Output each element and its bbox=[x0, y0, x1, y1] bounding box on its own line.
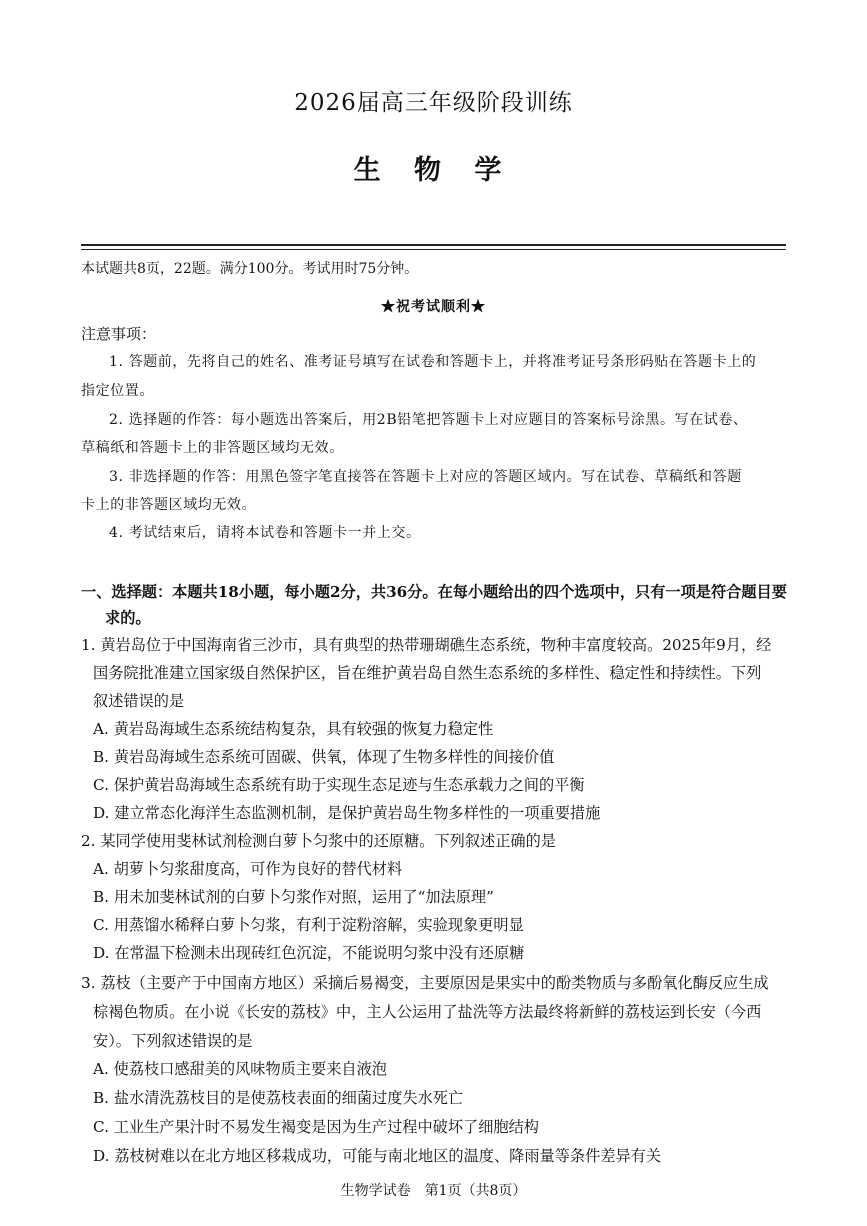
notice-item-2-line2: 草稿纸和答题卡上的非答题区域均无效。 bbox=[81, 440, 344, 456]
question-3-option-c: C. 工业生产果汁时不易发生褐变是因为生产过程中破坏了细胞结构 bbox=[93, 1118, 539, 1136]
page-footer: 生物学试卷 第1页（共8页） bbox=[340, 1183, 527, 1199]
question-1-option-a: A. 黄岩岛海域生态系统结构复杂，具有较强的恢复力稳定性 bbox=[93, 720, 494, 738]
question-2-option-d: D. 在常温下检测未出现砖红色沉淀，不能说明匀浆中没有还原糖 bbox=[93, 944, 525, 962]
notice-item-3-line2: 卡上的非答题区域均无效。 bbox=[81, 497, 257, 513]
section-heading-line1: 一、选择题：本题共18小题，每小题2分，共36分。在每小题给出的四个选项中，只有一项是符合题目要 bbox=[81, 583, 787, 601]
exam-info: 本试题共8页，22题。满分100分。考试用时75分钟。 bbox=[81, 261, 419, 277]
question-2-option-a: A. 胡萝卜匀浆甜度高，可作为良好的替代材料 bbox=[93, 860, 403, 878]
question-1-option-c: C. 保护黄岩岛海域生态系统有助于实现生态足迹与生态承载力之间的平衡 bbox=[93, 776, 585, 794]
section-heading-line2: 求的。 bbox=[105, 609, 151, 627]
question-1-line3: 叙述错误的是 bbox=[93, 692, 185, 710]
question-3-option-d: D. 荔枝树难以在北方地区移栽成功，可能与南北地区的温度、降雨量等条件差异有关 bbox=[93, 1147, 662, 1165]
notice-heading: 注意事项： bbox=[81, 325, 157, 343]
question-3-line1: 3. 荔枝（主要产于中国南方地区）采摘后易褐变，主要原因是果实中的酚类物质与多酚氧化酶反应生成 bbox=[81, 974, 769, 992]
notice-item-3-line1: 3. 非选择题的作答：用黑色签字笔直接答在答题卡上对应的答题区域内。写在试卷、草稿纸和答题 bbox=[109, 469, 742, 485]
notice-item-1-line1: 1. 答题前，先将自己的姓名、准考证号填写在试卷和答题卡上，并将准考证号条形码贴在答题卡上的 bbox=[109, 354, 757, 370]
question-1-option-b: B. 黄岩岛海域生态系统可固碳、供氧，体现了生物多样性的间接价值 bbox=[93, 748, 555, 766]
question-3-option-a: A. 使荔枝口感甜美的风味物质主要来自液泡 bbox=[93, 1060, 387, 1078]
question-2-option-c: C. 用蒸馏水稀释白萝卜匀浆，有利于淀粉溶解，实验现象更明显 bbox=[93, 916, 524, 934]
question-3-line2: 棕褐色物质。在小说《长安的荔枝》中，主人公运用了盐洗等方法最终将新鲜的荔枝运到长安（今西 bbox=[93, 1003, 762, 1021]
notice-item-2-line1: 2. 选择题的作答：每小题选出答案后，用2B铅笔把答题卡上对应题目的答案标号涂黑。写在试卷、 bbox=[109, 412, 748, 428]
good-luck-banner: ★祝考试顺利★ bbox=[381, 299, 486, 315]
question-2-option-b: B. 用未加斐林试剂的白萝卜匀浆作对照，运用了“加法原理” bbox=[93, 888, 494, 906]
question-1-line2: 国务院批准建立国家级自然保护区，旨在维护黄岩岛自然生态系统的多样性、稳定性和持续性。下列 bbox=[93, 664, 762, 682]
question-1-option-d: D. 建立常态化海洋生态监测机制，是保护黄岩岛生物多样性的一项重要措施 bbox=[93, 804, 601, 822]
notice-item-4-line1: 4. 考试结束后，请将本试卷和答题卡一并上交。 bbox=[109, 525, 421, 541]
question-1-line1: 1. 黄岩岛位于中国海南省三沙市，具有典型的热带珊瑚礁生态系统，物种丰富度较高。2025年9月，经 bbox=[81, 636, 772, 654]
question-2-line1: 2. 某同学使用斐林试剂检测白萝卜匀浆中的还原糖。下列叙述正确的是 bbox=[81, 832, 556, 850]
question-3-option-b: B. 盐水清洗荔枝目的是使荔枝表面的细菌过度失水死亡 bbox=[93, 1089, 464, 1107]
subject-title: 生 物 学 bbox=[353, 155, 514, 186]
question-3-line3: 安）。下列叙述错误的是 bbox=[93, 1032, 253, 1050]
divider-thick bbox=[81, 244, 786, 246]
divider-thin bbox=[81, 249, 786, 250]
exam-title: 2026届高三年级阶段训练 bbox=[294, 90, 573, 116]
notice-item-1-line2: 指定位置。 bbox=[81, 383, 154, 399]
